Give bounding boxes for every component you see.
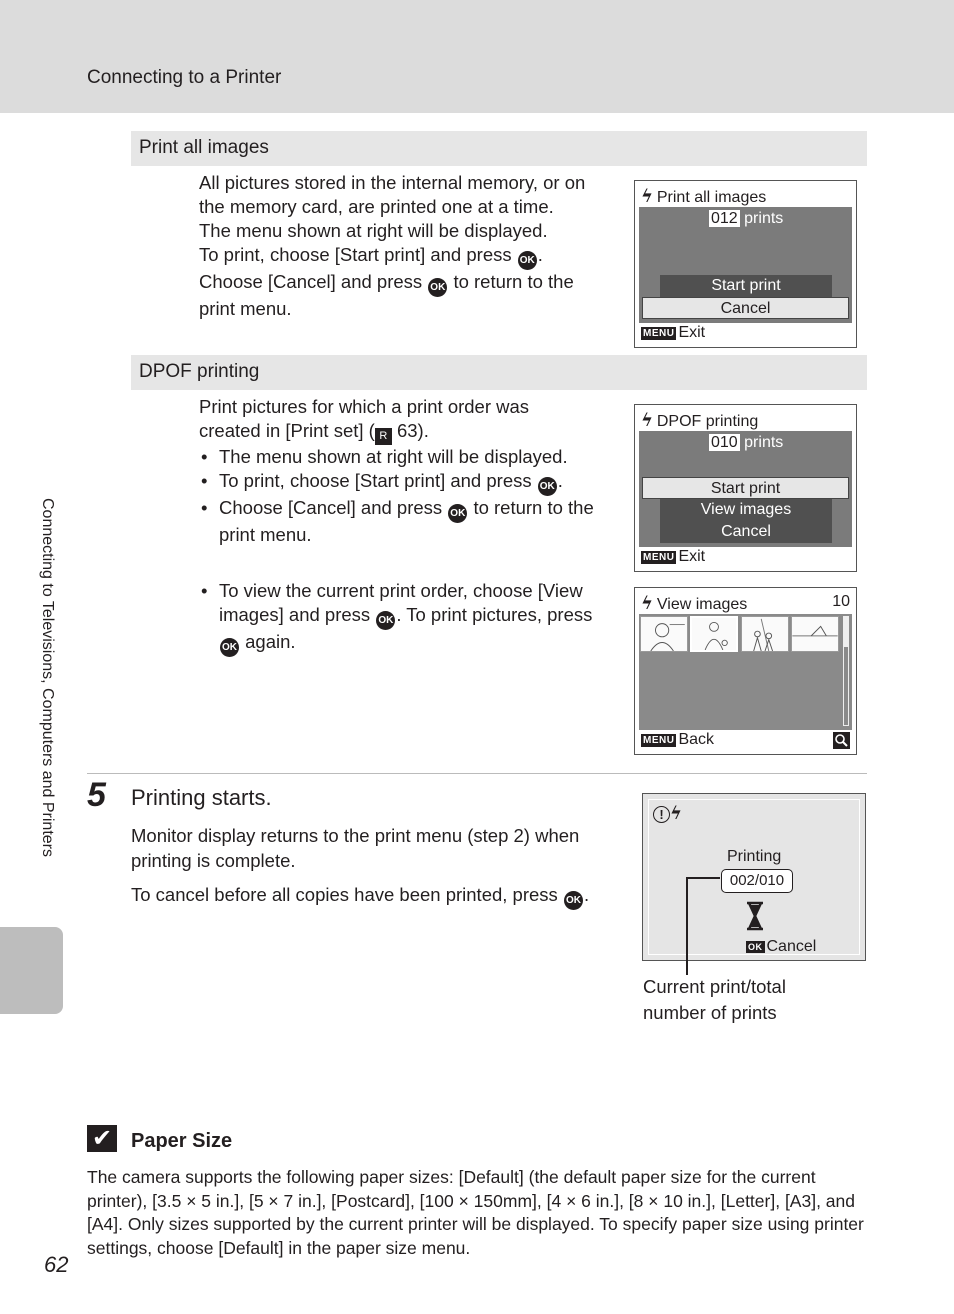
thumbnail-area [639, 614, 852, 730]
ok-button-icon: OK [220, 638, 239, 657]
ok-button-icon: OK [518, 251, 537, 270]
callout-label: Current print/total number of prints [643, 976, 786, 1023]
ok-button-icon: OK [748, 942, 763, 952]
ok-button-icon: OK [428, 278, 447, 297]
progress-counter: 002/010 [721, 869, 793, 893]
divider [87, 773, 867, 774]
print-all-screen [634, 180, 857, 348]
view-images-screen [634, 587, 857, 755]
dpof-screen [634, 404, 857, 572]
checkmark-note-icon: ✔ [87, 1125, 117, 1152]
print-count: 010 prints [711, 434, 784, 451]
step-title: Printing starts. [131, 785, 272, 810]
screen-body [639, 207, 852, 323]
callout-line [686, 877, 688, 975]
hourglass-icon [745, 901, 765, 931]
pictbridge-icon: ϟ [641, 186, 653, 207]
screen-title: ϟ DPOF printing [641, 410, 759, 431]
header-band [0, 0, 954, 113]
option-start-print[interactable]: Start print [642, 477, 849, 499]
screen-footer: MENU Exit [643, 548, 706, 565]
print-all-text: All pictures stored in the internal memory, or on the memory card, are printed one at a time. The menu shown at right will be displayed. To print, choose [Start print] and press OK . Choose [Cancel] and press OK to return to the print menu. [199, 172, 586, 319]
ok-button-icon: OK [448, 504, 467, 523]
screen-title: ϟ Print all images [641, 186, 767, 207]
thumbnail-image[interactable] [640, 616, 688, 652]
step5-text: Monitor display returns to the print menu (step 2) when printing is complete. To cancel before all copies have been printed, press OK . [131, 823, 621, 910]
option-cancel[interactable]: Cancel [660, 521, 832, 543]
note-title: Paper Size [131, 1130, 233, 1152]
menu-button-icon: MENU [643, 552, 675, 563]
ok-button-icon: OK [564, 891, 583, 910]
dpof-heading: DPOF printing [131, 355, 867, 390]
printing-screen [642, 793, 866, 961]
list-item: • Choose [Cancel] and press OK to return to the print menu. [201, 497, 594, 545]
screen-footer: MENU Exit [643, 324, 706, 341]
cancel-hint: OK Cancel [748, 938, 817, 955]
list-item: • To print, choose [Start print] and press OK . [199, 469, 609, 496]
side-tab [0, 927, 63, 1014]
screen-body [639, 431, 852, 547]
thumbnail-image[interactable] [791, 616, 839, 652]
print-all-heading: Print all images [131, 131, 867, 166]
view-images-text [199, 579, 609, 657]
ok-button-icon: OK [376, 611, 395, 630]
dpof-text: Print pictures for which a print order was created in [Print set] ( R 63). • The menu shown at right will be displayed. • To print, choose [Start print] and press OK . • Choose [Cancel] and press OK to return to the print menu. [199, 395, 609, 547]
list-item: • The menu shown at right will be displayed. [201, 446, 568, 467]
step-number: 5 [87, 776, 106, 814]
menu-button-icon: MENU [643, 328, 675, 339]
pictbridge-icon: ϟ [641, 410, 653, 431]
pictbridge-icon: ϟ [670, 803, 682, 824]
option-cancel[interactable]: Cancel [642, 297, 849, 319]
status-icons [653, 803, 686, 824]
reference-icon: R [375, 428, 392, 445]
thumbnail-image-selected[interactable] [690, 616, 738, 652]
image-count: 10 [832, 593, 850, 610]
pictbridge-icon: ϟ [641, 593, 653, 614]
screen-title: ϟ View images 10 [641, 593, 850, 614]
option-start-print[interactable]: Start print [660, 275, 832, 297]
page-number: 62 [44, 1252, 69, 1277]
zoom-icon [833, 732, 850, 749]
section-header: Connecting to a Printer [87, 67, 282, 88]
scrollbar[interactable] [843, 616, 849, 726]
option-view-images[interactable]: View images [660, 499, 832, 521]
side-tab-label: Connecting to Televisions, Computers and Printers [39, 498, 56, 857]
printing-label: Printing [727, 848, 782, 865]
thumbnail-image[interactable] [741, 616, 789, 652]
ok-button-icon: OK [538, 477, 557, 496]
menu-button-icon: MENU [643, 735, 675, 746]
screen-footer: MENU Back [641, 731, 850, 749]
callout-line [686, 877, 720, 879]
note-text: The camera supports the following paper sizes: [Default] (the default paper size for the current printer), [3.5 × 5 in.], [5 × 7 in.], [Postcard], [100 × 150mm], [4 × 6 in.], [8 × 10 in.], [Letter], [A3], and [A4]. Only sizes supported by the current printer will be displayed. To specify paper size using printer settings, choose [Default] in the paper size menu. [87, 1167, 864, 1259]
list-item: • To view the current print order, choose [View images] and press OK . To print pictures, press OK again. [199, 579, 609, 657]
print-count: 012 prints [711, 210, 784, 227]
warning-icon: ! [653, 806, 670, 823]
